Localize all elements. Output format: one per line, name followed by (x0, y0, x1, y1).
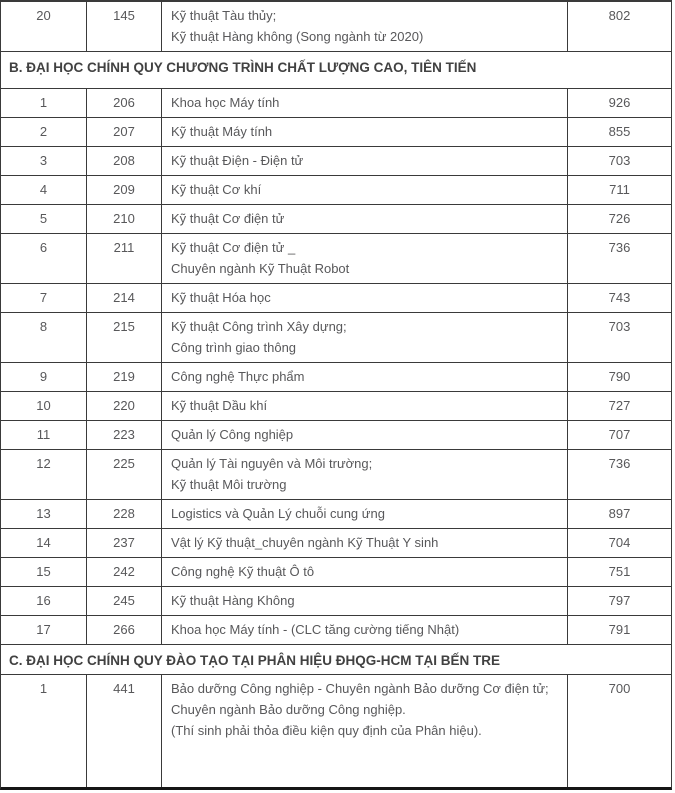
cell-text-line: 20 (36, 8, 51, 23)
cell-text-line: 736 (608, 240, 631, 255)
name-cell (162, 147, 568, 175)
stt-cell (1, 392, 87, 420)
table-row (1, 616, 671, 645)
code-cell (87, 675, 162, 787)
cell-text-line: 897 (608, 506, 631, 521)
cell-text-line: Kỹ thuật Dầu khí (171, 398, 268, 413)
cell-text-line: 855 (608, 124, 631, 139)
table-row (1, 587, 671, 616)
score-cell (568, 500, 671, 528)
cell-text-line: 751 (608, 564, 631, 579)
cell-text-line: Quản lý Tài nguyên và Môi trường; (171, 456, 373, 471)
cell-text-line: 1 (39, 681, 48, 696)
cell-text-line: Kỹ thuật Máy tính (171, 124, 273, 139)
stt-cell (1, 363, 87, 391)
code-cell (87, 392, 162, 420)
cell-text-line: 791 (608, 622, 631, 637)
cell-text-line: Vật lý Kỹ thuật_chuyên ngành Kỹ Thuật Y sinh (171, 535, 439, 550)
name-cell (162, 205, 568, 233)
cell-text-line: Kỹ thuật Cơ điện tử _ (171, 240, 296, 255)
cell-text-line: 2 (39, 124, 48, 139)
cell-text-line: 228 (113, 506, 135, 521)
code-cell (87, 205, 162, 233)
name-cell (162, 234, 568, 283)
score-cell (568, 558, 671, 586)
table-section (1, 52, 671, 645)
cell-text-line: 703 (608, 319, 631, 334)
cell-text-line: 12 (36, 456, 51, 471)
cell-text-line: Khoa học Máy tính (171, 95, 280, 110)
cell-text-line: Kỹ thuật Môi trường (171, 477, 287, 492)
score-cell (568, 529, 671, 557)
cell-text-line: 220 (113, 398, 135, 413)
table-row (1, 529, 671, 558)
cell-text-line: 145 (113, 8, 135, 23)
cell-text-line: 5 (39, 211, 48, 226)
cell-text-line: Kỹ thuật Hàng Không (171, 593, 295, 608)
score-cell (568, 450, 671, 499)
table-row (1, 675, 671, 787)
cell-text-line: 703 (608, 153, 631, 168)
cell-text-line: 211 (113, 240, 135, 255)
name-cell (162, 500, 568, 528)
table-row (1, 89, 671, 118)
cell-text-line: Khoa học Máy tính - (CLC tăng cường tiếng Nhật) (171, 622, 460, 637)
name-cell (162, 587, 568, 615)
stt-cell (1, 205, 87, 233)
name-cell (162, 118, 568, 146)
cell-text-line: (Thí sinh phải thỏa điều kiện quy định của Phân hiệu). (171, 723, 482, 738)
name-cell (162, 313, 568, 362)
code-cell (87, 450, 162, 499)
table-row (1, 392, 671, 421)
cell-text-line: Quản lý Công nghiệp (171, 427, 294, 442)
section-header: C. ĐẠI HỌC CHÍNH QUY ĐÀO TẠO TẠI PHÂN HIỆU ĐHQG-HCM TẠI BẾN TRE (1, 645, 671, 675)
stt-cell (1, 118, 87, 146)
cell-text-line: 15 (36, 564, 51, 579)
stt-cell (1, 675, 87, 787)
cell-text-line: Kỹ thuật Hóa học (171, 290, 271, 305)
cell-text-line: 209 (113, 182, 135, 197)
code-cell (87, 587, 162, 615)
score-cell (568, 587, 671, 615)
stt-cell (1, 2, 87, 51)
cell-text-line: 6 (39, 240, 48, 255)
cell-text-line: 743 (608, 290, 631, 305)
cell-text-line: 704 (608, 535, 631, 550)
cell-text-line: 208 (113, 153, 135, 168)
name-cell (162, 558, 568, 586)
score-cell (568, 234, 671, 283)
table-row (1, 313, 671, 363)
name-cell (162, 421, 568, 449)
score-cell (568, 421, 671, 449)
table-row (1, 363, 671, 392)
stt-cell (1, 450, 87, 499)
stt-cell (1, 89, 87, 117)
cell-text-line: 14 (36, 535, 51, 550)
stt-cell (1, 147, 87, 175)
code-cell (87, 500, 162, 528)
cell-text-line: Logistics và Quản Lý chuỗi cung ứng (171, 506, 385, 521)
cell-text-line: Kỹ thuật Điện - Điện tử (171, 153, 304, 168)
cell-text-line: 17 (36, 622, 51, 637)
stt-cell (1, 176, 87, 204)
cell-text-line: Kỹ thuật Tàu thủy; (171, 8, 277, 23)
cell-text-line: 7 (39, 290, 48, 305)
name-cell (162, 363, 568, 391)
cell-text-line: 266 (113, 622, 135, 637)
cell-text-line: 707 (608, 427, 631, 442)
code-cell (87, 363, 162, 391)
score-cell (568, 89, 671, 117)
cell-text-line: 9 (39, 369, 48, 384)
table-row (1, 176, 671, 205)
score-cell (568, 147, 671, 175)
name-cell (162, 675, 568, 787)
code-cell (87, 421, 162, 449)
code-cell (87, 616, 162, 644)
score-cell (568, 313, 671, 362)
score-cell (568, 675, 671, 787)
name-cell (162, 392, 568, 420)
stt-cell (1, 529, 87, 557)
cell-text-line: Chuyên ngành Kỹ Thuật Robot (171, 261, 350, 276)
score-cell (568, 118, 671, 146)
cell-text-line: Kỹ thuật Cơ khí (171, 182, 262, 197)
score-cell (568, 363, 671, 391)
cell-text-line: 215 (113, 319, 135, 334)
cell-text-line: 441 (113, 681, 135, 696)
table-section (1, 645, 671, 787)
score-cell (568, 205, 671, 233)
code-cell (87, 118, 162, 146)
cell-text-line: 797 (608, 593, 631, 608)
cell-text-line: 726 (608, 211, 631, 226)
table-row (1, 147, 671, 176)
cell-text-line: 711 (609, 182, 630, 197)
cell-text-line: Công nghệ Kỹ thuật Ô tô (171, 564, 315, 579)
cell-text-line: 727 (608, 398, 631, 413)
cell-text-line: Công nghệ Thực phẩm (171, 369, 305, 384)
cell-text-line: 245 (113, 593, 135, 608)
name-cell (162, 529, 568, 557)
code-cell (87, 529, 162, 557)
section-header: B. ĐẠI HỌC CHÍNH QUY CHƯƠNG TRÌNH CHẤT LƯỢNG CAO, TIÊN TIẾN (1, 52, 671, 89)
table-row (1, 234, 671, 284)
code-cell (87, 313, 162, 362)
stt-cell (1, 558, 87, 586)
code-cell (87, 558, 162, 586)
code-cell (87, 89, 162, 117)
stt-cell (1, 313, 87, 362)
cell-text-line: 225 (113, 456, 135, 471)
cell-text-line: 1 (39, 95, 48, 110)
cell-text-line: Kỹ thuật Cơ điện tử (171, 211, 285, 226)
cell-text-line: 802 (608, 8, 631, 23)
name-cell (162, 89, 568, 117)
cell-text-line: 206 (113, 95, 135, 110)
table-row (1, 118, 671, 147)
cell-text-line: 16 (36, 593, 51, 608)
table-row (1, 421, 671, 450)
stt-cell (1, 587, 87, 615)
cell-text-line: 237 (113, 535, 135, 550)
table-row (1, 450, 671, 500)
cell-text-line: 700 (608, 681, 631, 696)
cell-text-line: Kỹ thuật Công trình Xây dựng; (171, 319, 347, 334)
code-cell (87, 2, 162, 51)
score-cell (568, 284, 671, 312)
score-cell (568, 392, 671, 420)
score-cell (568, 2, 671, 51)
table-section (1, 2, 671, 52)
code-cell (87, 284, 162, 312)
code-cell (87, 147, 162, 175)
code-cell (87, 234, 162, 283)
cell-text-line: 214 (113, 290, 135, 305)
stt-cell (1, 500, 87, 528)
cell-text-line: 207 (113, 124, 135, 139)
code-cell (87, 176, 162, 204)
name-cell (162, 2, 568, 51)
cell-text-line: 13 (36, 506, 51, 521)
stt-cell (1, 616, 87, 644)
cell-text-line: 736 (608, 456, 631, 471)
cell-text-line: 3 (39, 153, 48, 168)
cell-text-line: 11 (36, 427, 51, 442)
name-cell (162, 616, 568, 644)
cell-text-line: Kỹ thuật Hàng không (Song ngành từ 2020) (171, 29, 424, 44)
cell-text-line: Công trình giao thông (171, 340, 297, 355)
table-row (1, 284, 671, 313)
name-cell (162, 284, 568, 312)
cell-text-line: 4 (39, 182, 48, 197)
cell-text-line: 219 (113, 369, 135, 384)
name-cell (162, 176, 568, 204)
score-cell (568, 616, 671, 644)
cell-text-line: 210 (113, 211, 135, 226)
cell-text-line: Bảo dưỡng Công nghiệp - Chuyên ngành Bảo dưỡng Cơ điện tử; Chuyên ngành Bảo dưỡng Công nghiệp. (171, 681, 549, 717)
name-cell (162, 450, 568, 499)
cell-text-line: 223 (113, 427, 135, 442)
table-row (1, 558, 671, 587)
score-cell (568, 176, 671, 204)
cell-text-line: 242 (113, 564, 135, 579)
table-row (1, 205, 671, 234)
stt-cell (1, 284, 87, 312)
cell-text-line: 926 (608, 95, 631, 110)
cell-text-line: 790 (608, 369, 631, 384)
cell-text-line: 10 (36, 398, 51, 413)
cell-text-line: 8 (39, 319, 48, 334)
stt-cell (1, 234, 87, 283)
stt-cell (1, 421, 87, 449)
table-row (1, 500, 671, 529)
table-row (1, 2, 671, 52)
